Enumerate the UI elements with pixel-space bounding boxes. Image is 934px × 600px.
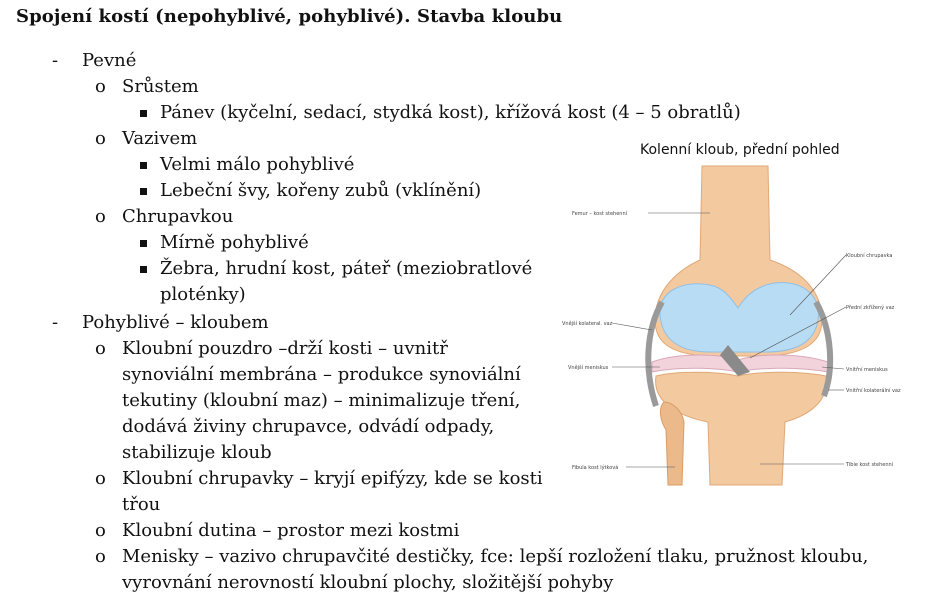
item-menisky-line: vyrovnání nerovností kloubní plochy, složitější pohyby [122,572,614,593]
sub-item: Žebra, hrudní kost, páteř (meziobratlové [160,258,533,279]
square-bullet-icon [140,188,147,195]
dash-marker: - [52,312,59,333]
dash-marker: - [52,50,59,71]
square-bullet-icon [140,162,147,169]
square-bullet-icon [140,110,147,117]
sub-item: Velmi málo pohyblivé [160,154,355,175]
item-pouzdro: Kloubní pouzdro –drží kosti – uvnitř [122,338,448,359]
item-srustem: Srůstem [122,76,199,97]
sub-item: Mírně pohyblivé [160,232,309,253]
item-vazivem: Vazivem [122,128,198,149]
item-chrupavky: Kloubní chrupavky – kryjí epifýzy, kde se kosti [122,468,543,489]
item-pouzdro-line: dodává živiny chrupavce, odvádí odpady, [122,416,495,437]
square-bullet-icon [140,240,147,247]
circle-marker: o [95,468,106,489]
square-bullet-icon [140,266,147,273]
section-fixed: Pevné [82,50,137,71]
label-tibia: Tibie kost stehenní [846,462,894,468]
label-femur: Femur – kost stehenní [572,211,627,217]
item-chrupavkou: Chrupavkou [122,206,234,227]
sub-item: Pánev (kyčelní, sedací, stydká kost), křížová kost (4 – 5 obratlů) [160,102,741,123]
fibula-bone [660,402,684,485]
circle-marker: o [95,128,106,149]
label-medial-meniscus: Vnitřní meniskus [846,367,888,373]
item-pouzdro-line: tekutiny (kloubní maz) – minimalizuje tření, [122,390,521,411]
label-cartilage: Kloubní chrupavka [846,253,893,259]
circle-marker: o [95,206,106,227]
circle-marker: o [95,546,106,567]
label-lateral-meniscus: Vnější meniskus [568,365,609,371]
item-pouzdro-line: synoviální membrána – produkce synoviální [122,364,521,385]
item-chrupavky-line: třou [122,494,161,515]
circle-marker: o [95,338,106,359]
item-menisky: Menisky – vazivo chrupavčité destičky, fce: lepší rozložení tlaku, pružnost kloubu, [122,546,869,567]
label-acl: Přední zkřížený vaz [846,305,895,311]
label-lateral-ligament: Vnější kolateral. vaz [562,321,613,327]
item-pouzdro-line: stabilizuje kloub [122,442,272,463]
section-movable: Pohyblivé – kloubem [82,312,269,333]
knee-diagram [560,140,934,510]
circle-marker: o [95,76,106,97]
page-title: Spojení kostí (nepohyblivé, pohyblivé). Stavba kloubu [16,6,563,27]
item-dutina: Kloubní dutina – prostor mezi kostmi [122,520,460,541]
sub-item-continuation: ploténky) [160,284,246,305]
label-fibula: Fibula kost lýtková [572,465,619,471]
circle-marker: o [95,520,106,541]
figure-title: Kolenní kloub, přední pohled [640,142,840,158]
sub-item: Lebeční švy, kořeny zubů (vklínění) [160,180,482,201]
label-medial-ligament: Vnitřní kolaterální vaz [846,388,901,394]
